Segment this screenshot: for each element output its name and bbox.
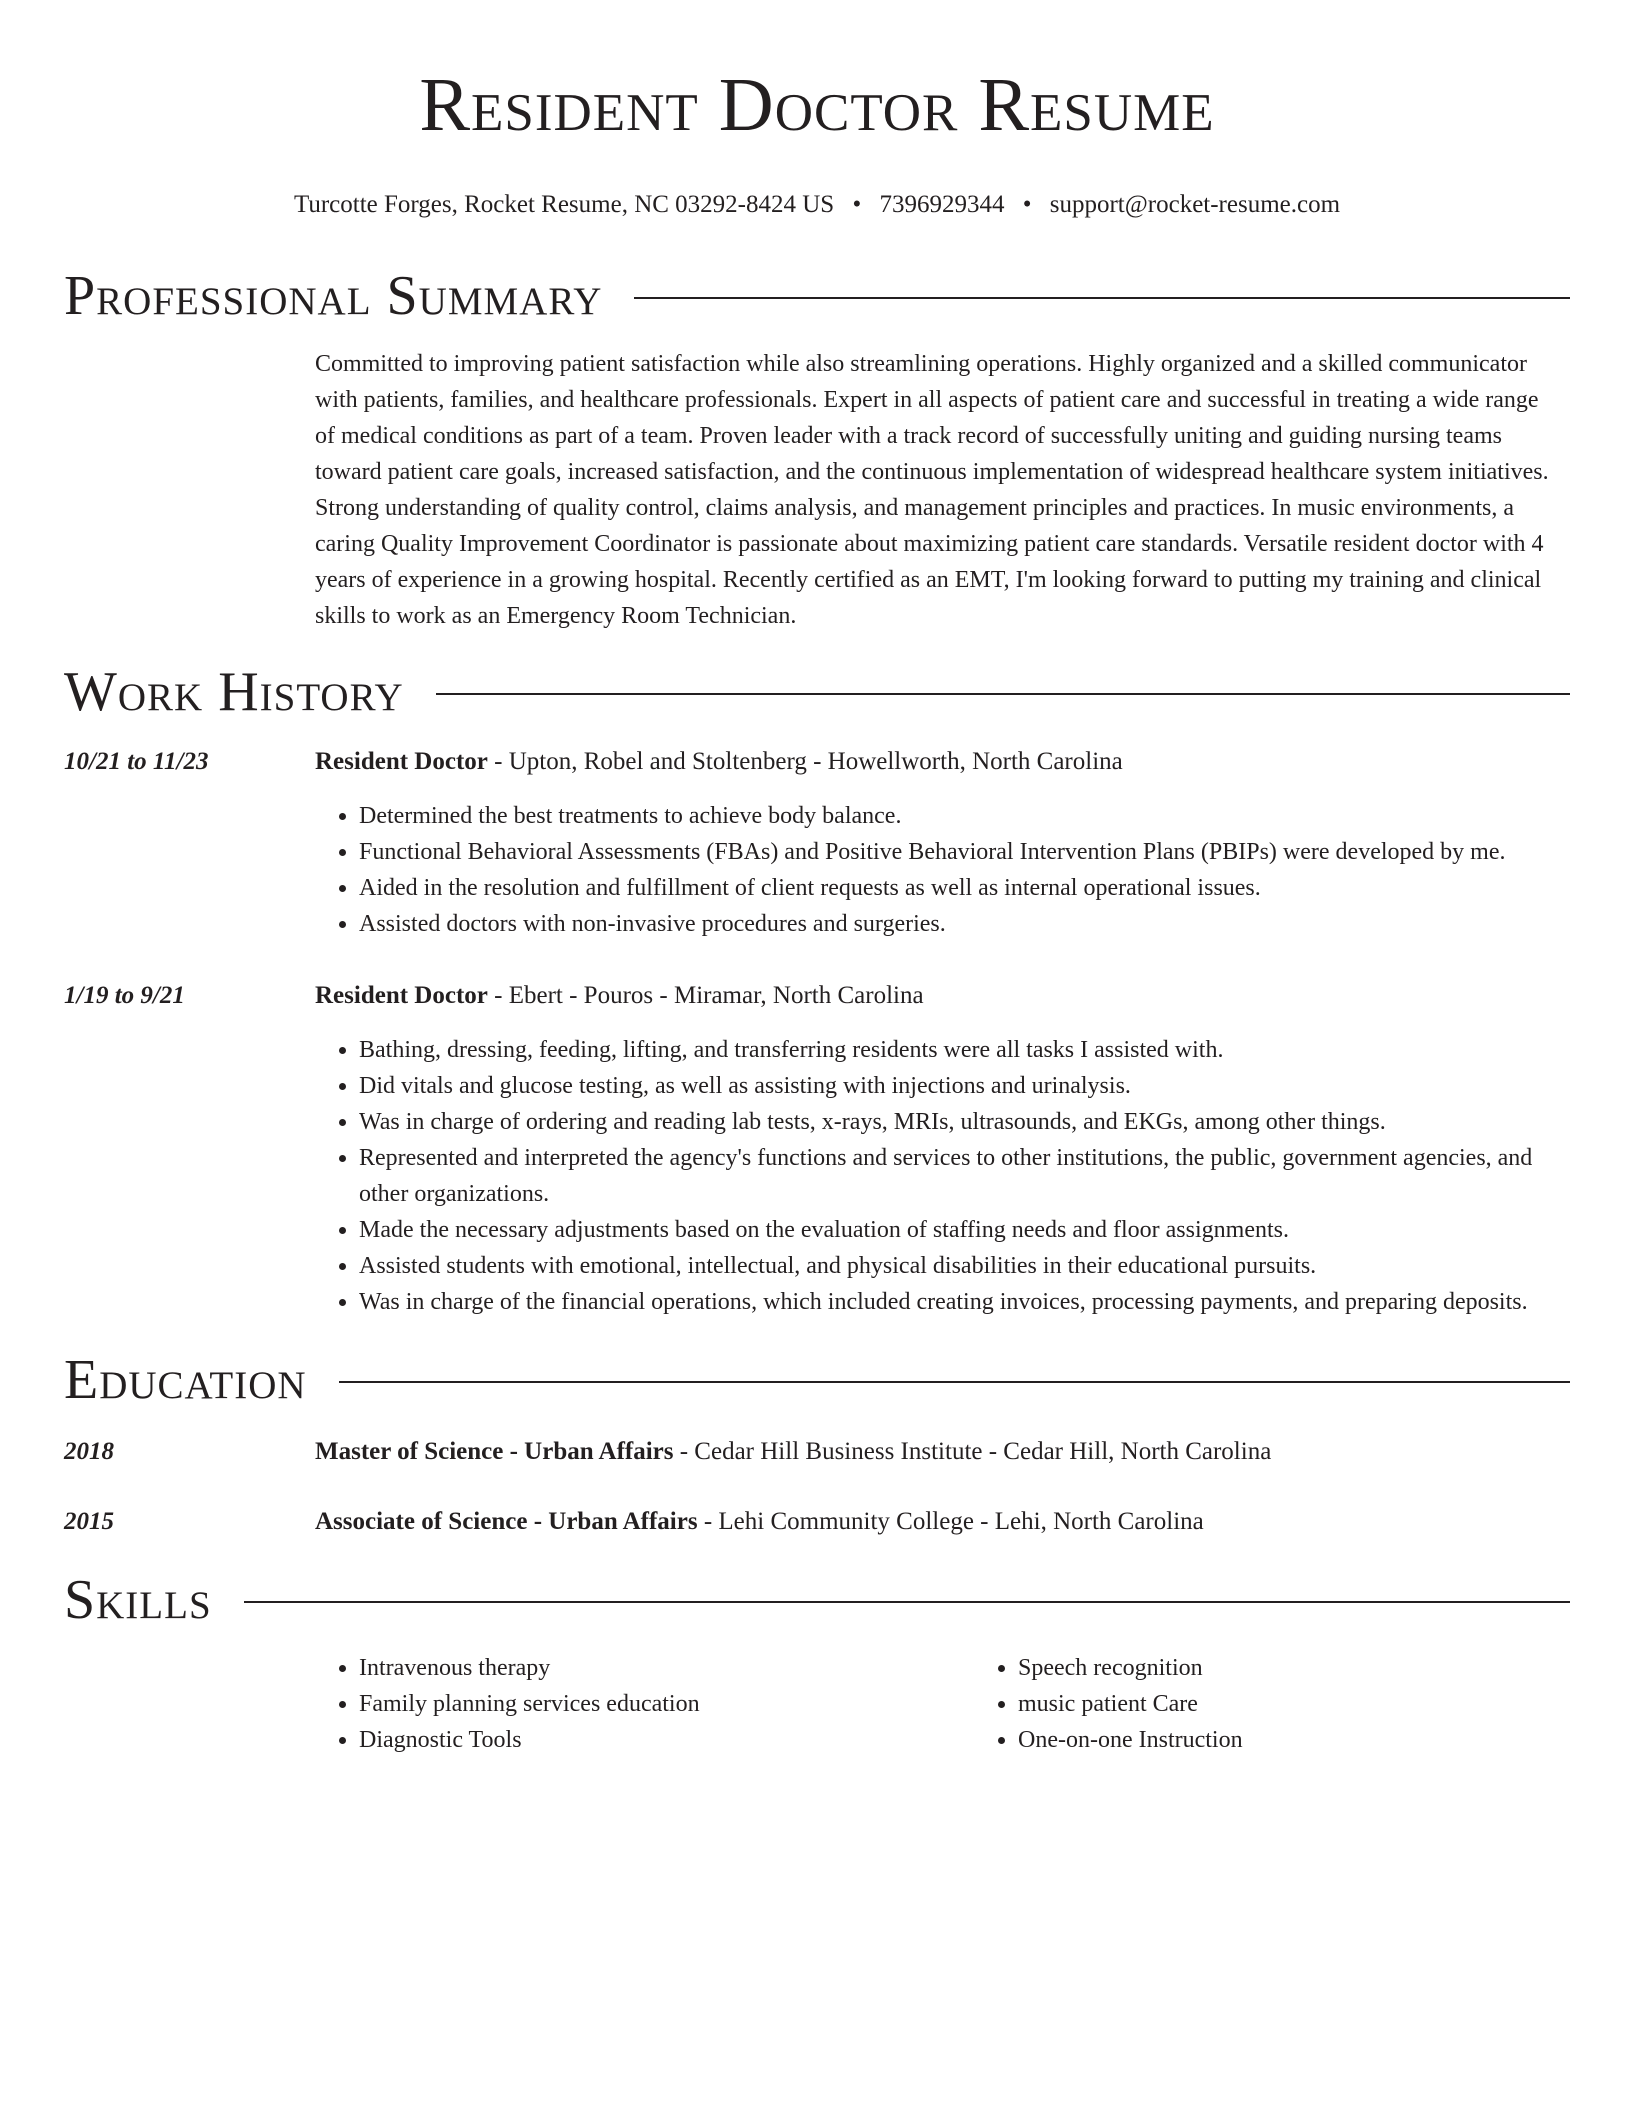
education-year: 2015 xyxy=(64,1508,114,1535)
address: Turcotte Forges, Rocket Resume, NC 03292-8424 US xyxy=(293,191,835,218)
summary-heading: Professional Summary xyxy=(64,265,603,327)
education-heading: Education xyxy=(64,1349,307,1411)
skills-section-header xyxy=(64,1568,1570,1632)
degree-name: Associate of Science - Urban Affairs xyxy=(315,1508,698,1535)
email-address: support@rocket-resume.com xyxy=(1049,191,1341,218)
job-title: Resident Doctor xyxy=(315,748,488,775)
job-entry xyxy=(64,744,1570,942)
section-divider xyxy=(634,297,1570,299)
resume-title: Resident Doctor Resume xyxy=(419,63,1215,147)
education-details: - Cedar Hill Business Institute - Cedar Hill, North Carolina xyxy=(673,1438,1272,1465)
job-body xyxy=(315,744,1570,942)
skill-item: • One-on-one Instruction xyxy=(1018,1722,1632,1758)
contact-separator: • xyxy=(852,191,862,218)
education-entry xyxy=(64,1504,1570,1540)
education-details: - Lehi Community College - Lehi, North Carolina xyxy=(697,1508,1204,1535)
contact-separator: • xyxy=(1022,191,1032,218)
list-item: • Aided in the resolution and fulfillment of client requests as well as internal operational issues. xyxy=(359,870,1570,906)
degree-name: Master of Science - Urban Affairs xyxy=(315,1438,674,1465)
skill-item: • Family planning services education xyxy=(359,1686,974,1722)
list-item: • Functional Behavioral Assessments (FBAs) and Positive Behavioral Intervention Plans (PBIPs) were developed by me. xyxy=(359,834,1570,870)
skill-item: • Intravenous therapy xyxy=(359,1650,974,1686)
phone-number: 7396929344 xyxy=(879,191,1005,218)
education-section-header xyxy=(64,1348,1570,1412)
job-entry xyxy=(64,978,1570,1320)
job-title-line xyxy=(315,978,1570,1014)
education-year: 2018 xyxy=(64,1438,114,1465)
skills-spacer xyxy=(64,1632,315,1758)
summary-text: Committed to improving patient satisfaction while also streamlining operations. Highly organized and a skilled communicator with patients, families, and healthcare professionals. Expert in all aspects of patient care and successful in treating a wide range of medical conditions as part of a team. Proven leader with a track record of successfully uniting and guiding nursing teams toward patient care goals, increased satisfaction, and the continuous implementation of widespread healthcare system initiatives. Strong understanding of quality control, claims analysis, and management principles and practices. In music environments, a caring Quality Improvement Coordinator is passionate about maximizing patient care standards. Versatile resident doctor with 4 years of experience in a growing hospital. Recently certified as an EMT, I'm looking forward to putting my training and clinical skills to work as an Emergency Room Technician. xyxy=(315,351,1549,629)
summary-section-header xyxy=(64,264,1570,328)
job-details: - Upton, Robel and Stoltenberg - Howellworth, North Carolina xyxy=(487,748,1123,775)
section-divider xyxy=(436,693,1570,695)
list-item: • Bathing, dressing, feeding, lifting, and transferring residents were all tasks I assisted with. xyxy=(359,1032,1570,1068)
skill-item: • Speech recognition xyxy=(1018,1650,1632,1686)
skills-heading: Skills xyxy=(64,1569,212,1631)
skill-item: • music patient Care xyxy=(1018,1686,1632,1722)
list-item: • Assisted students with emotional, intellectual, and physical disabilities in their educational pursuits. xyxy=(359,1248,1570,1284)
skills-row xyxy=(64,1632,1570,1758)
list-item: • Did vitals and glucose testing, as well as assisting with injections and urinalysis. xyxy=(359,1068,1570,1104)
section-divider xyxy=(339,1381,1570,1383)
skills-columns xyxy=(315,1650,1632,1758)
job-title-line xyxy=(315,744,1570,780)
education-entry xyxy=(64,1434,1570,1470)
job-title: Resident Doctor xyxy=(315,982,488,1009)
job-dates: 10/21 to 11/23 xyxy=(64,748,209,775)
education-line xyxy=(315,1434,1570,1470)
summary-row xyxy=(64,346,1570,634)
skill-item: • Diagnostic Tools xyxy=(359,1722,974,1758)
job-details: - Ebert - Pouros - Miramar, North Carolina xyxy=(487,982,924,1009)
job-body xyxy=(315,978,1570,1320)
work-section-header xyxy=(64,660,1570,724)
list-item: • Determined the best treatments to achieve body balance. xyxy=(359,798,1570,834)
job-bullets xyxy=(315,1032,1570,1320)
job-bullets xyxy=(315,798,1570,942)
list-item: • Made the necessary adjustments based on the evaluation of staffing needs and floor assignments. xyxy=(359,1212,1570,1248)
list-item: • Was in charge of ordering and reading lab tests, x-rays, MRIs, ultrasounds, and EKGs, among other things. xyxy=(359,1104,1570,1140)
education-line xyxy=(315,1504,1570,1540)
section-divider xyxy=(244,1601,1570,1603)
work-heading: Work History xyxy=(64,661,404,723)
skills-list-right xyxy=(974,1650,1632,1758)
skills-list-left xyxy=(315,1650,974,1758)
list-item: • Was in charge of the financial operations, which included creating invoices, processing payments, and preparing deposits. xyxy=(359,1284,1570,1320)
summary-spacer xyxy=(64,346,315,634)
job-dates: 1/19 to 9/21 xyxy=(64,982,185,1009)
contact-line xyxy=(64,188,1570,222)
list-item: • Assisted doctors with non-invasive procedures and surgeries. xyxy=(359,906,1570,942)
list-item: • Represented and interpreted the agency's functions and services to other institutions, the public, government agencies, and other organizations. xyxy=(359,1140,1570,1212)
